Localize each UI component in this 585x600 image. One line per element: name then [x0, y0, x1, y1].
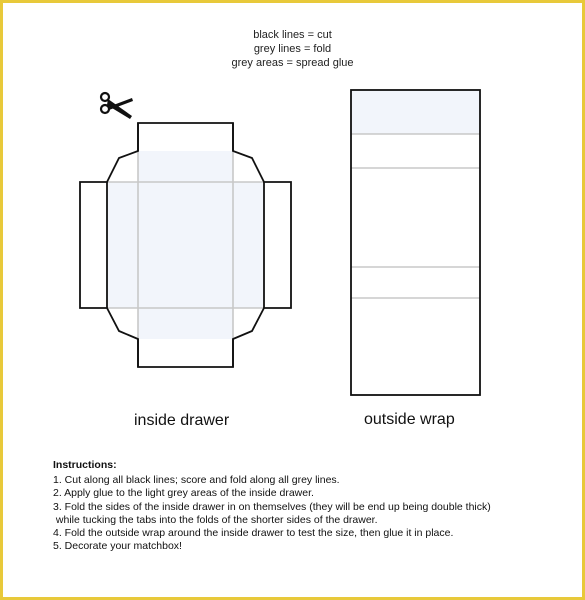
legend-cut: black lines = cut [253, 29, 332, 41]
legend-fold: grey lines = fold [253, 43, 332, 55]
inside-drawer-template [80, 123, 291, 367]
caption-outside-wrap: outside wrap [364, 411, 455, 428]
fold-lines-wrap [351, 134, 480, 298]
instructions-list [53, 474, 573, 553]
instructions-title: Instructions: [53, 459, 117, 471]
glue-area-bottom [138, 308, 233, 339]
scissors-icon [101, 93, 133, 119]
glue-area-right [233, 182, 264, 308]
instruction-step: 2. Apply glue to the light grey areas of the inside drawer. [53, 487, 314, 500]
instruction-step: while tucking the tabs into the folds of the shorter sides of the drawer. [53, 513, 378, 526]
glue-area-center [138, 182, 233, 308]
glue-area-wrap-top [351, 90, 480, 134]
legend-glue: grey areas = spread glue [231, 57, 354, 69]
outside-wrap-template [351, 90, 480, 395]
instruction-step: 3. Fold the sides of the inside drawer in on themselves (they will be end up being double thick) [53, 500, 491, 513]
cut-outline-wrap [351, 90, 480, 395]
instruction-step: 4. Fold the outside wrap around the inside drawer to test the size, then glue it in place. [53, 527, 454, 540]
instructions-block [53, 459, 573, 553]
instruction-step: 5. Decorate your matchbox! [53, 540, 182, 553]
glue-area-top [138, 151, 233, 182]
caption-inside-drawer: inside drawer [134, 412, 230, 429]
glue-area-left [107, 182, 138, 308]
instruction-step: 1. Cut along all black lines; score and fold along all grey lines. [53, 474, 340, 487]
